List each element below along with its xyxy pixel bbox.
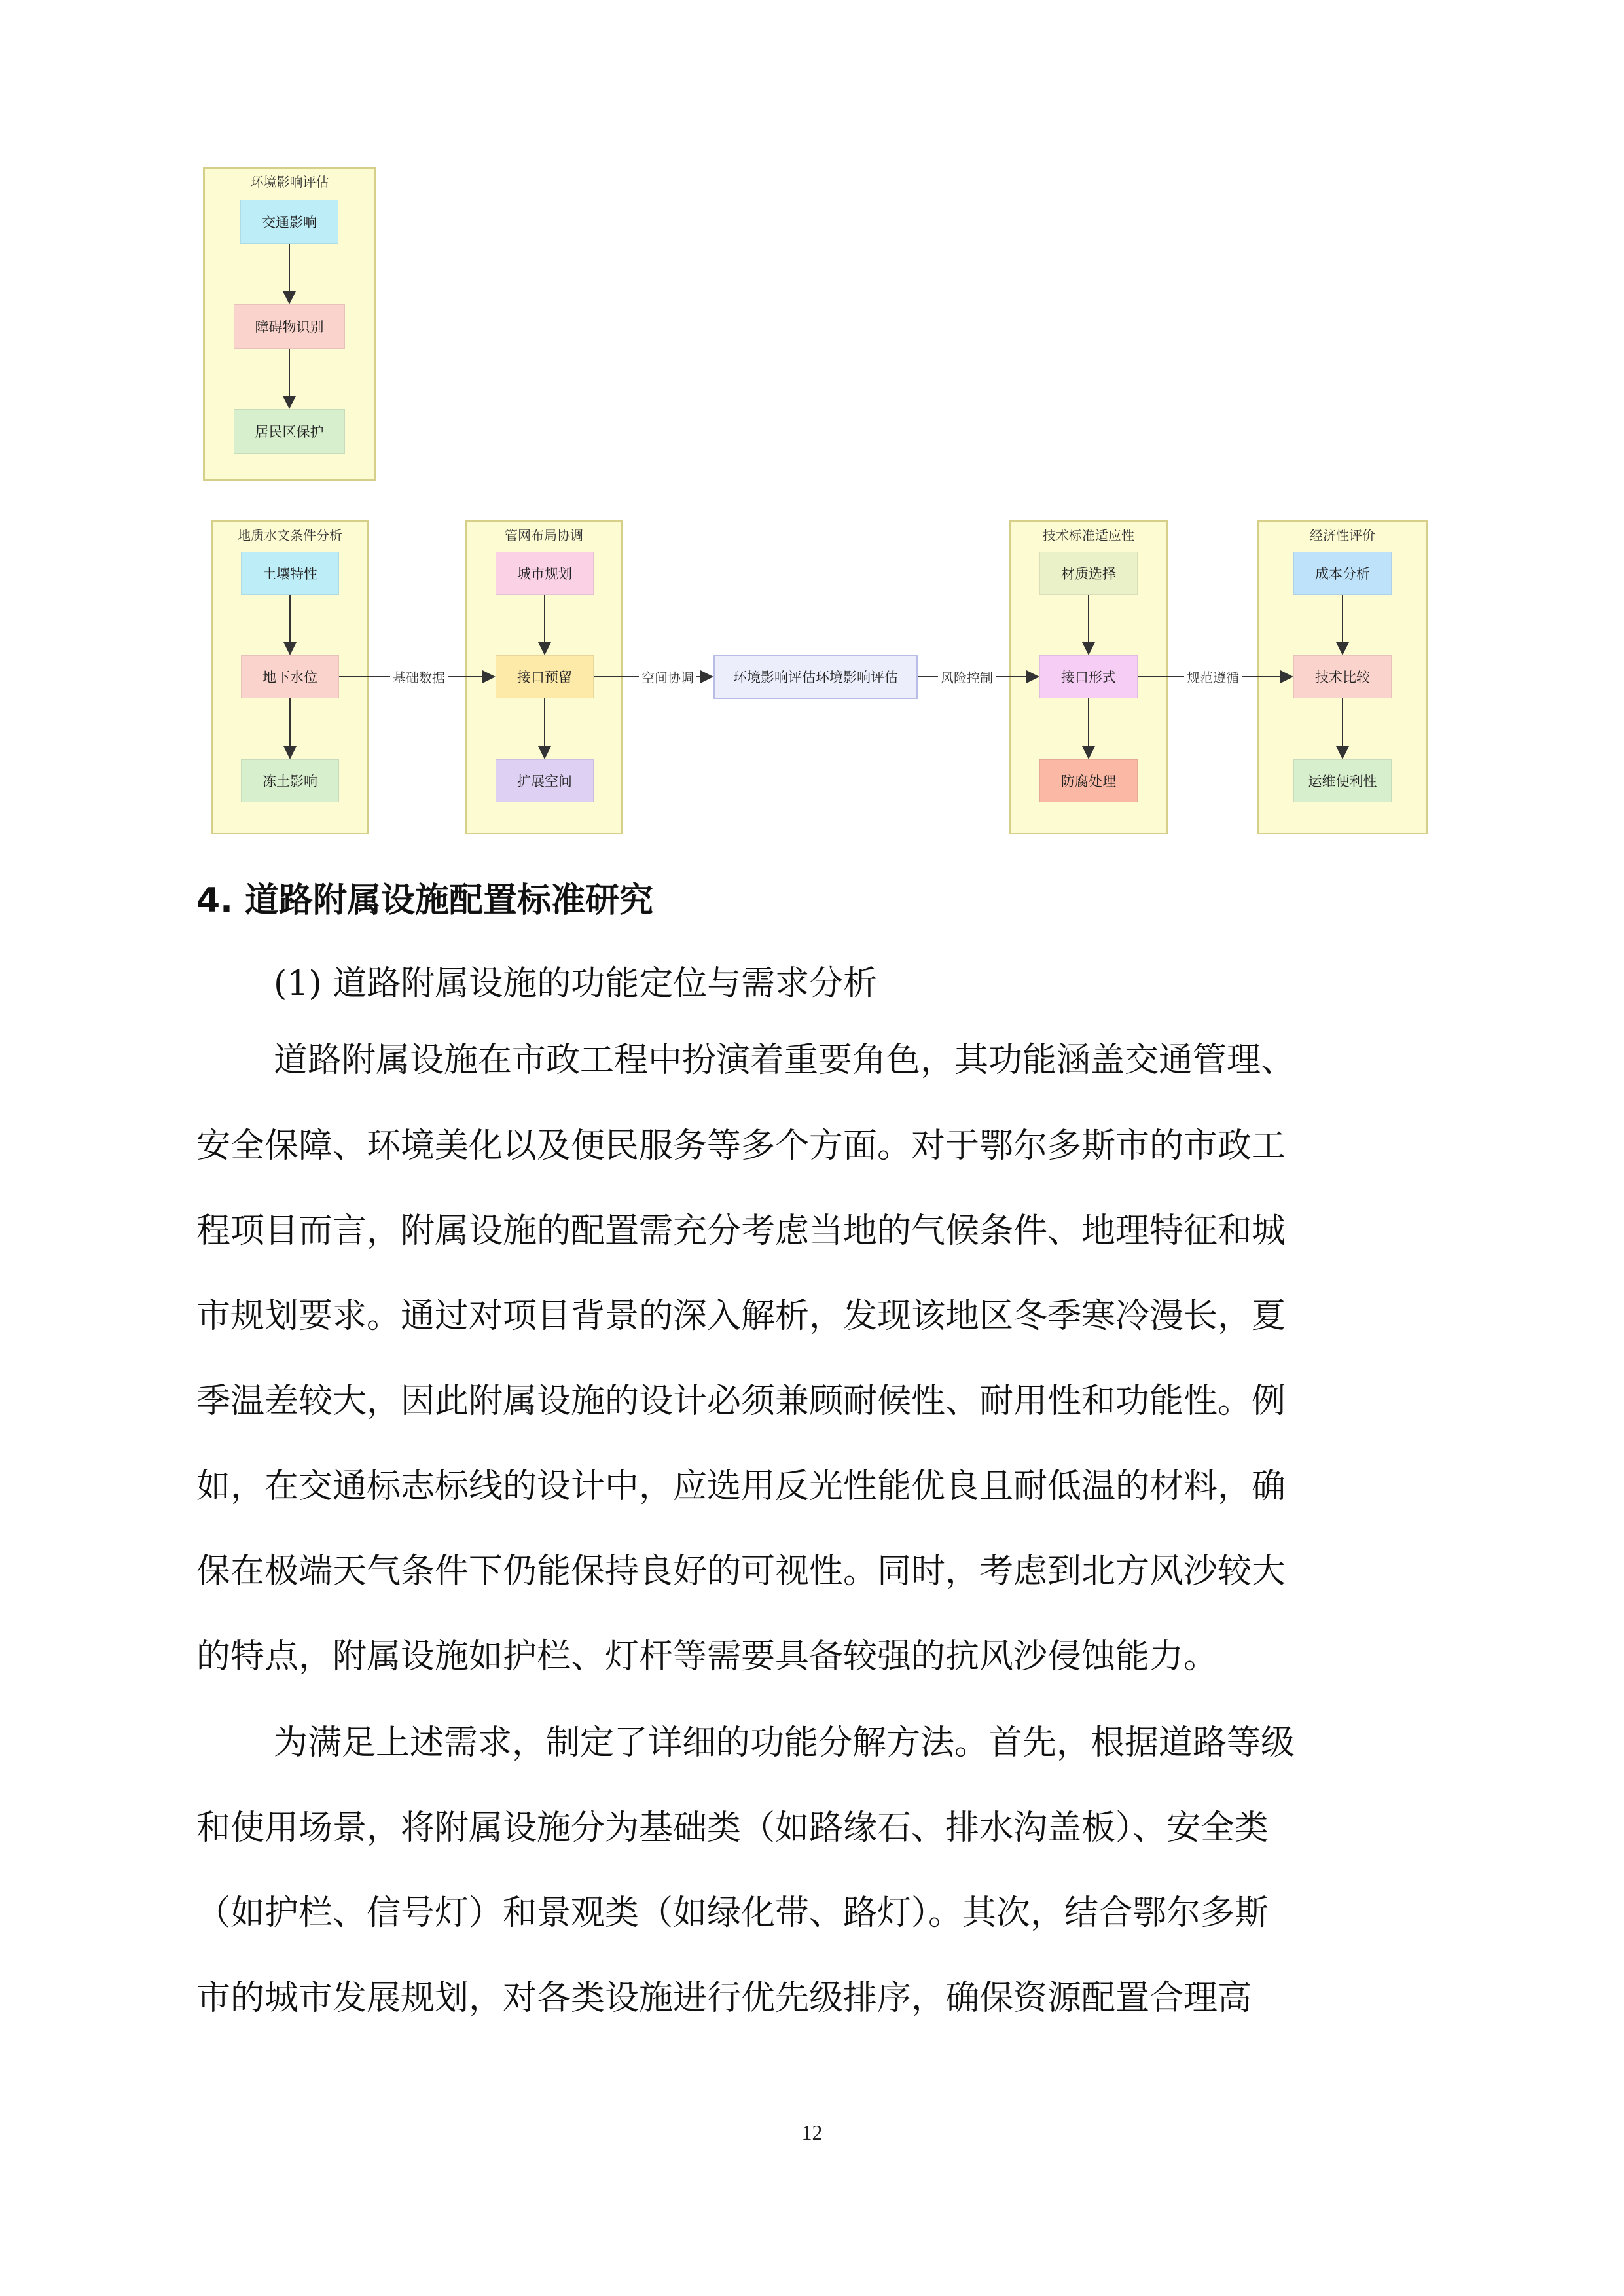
paragraph-line: 和使用场景，将附属设施分为基础类（如路缘石、排水沟盖板）、安全类 <box>196 1808 1269 1848</box>
edge-label-norm-compliance: 规范遵循 <box>1184 668 1242 687</box>
diagram-edges <box>0 0 1624 851</box>
node-interface-form: 接口形式 <box>1039 655 1138 698</box>
node-frozen-soil: 冻土影响 <box>241 759 339 802</box>
node-env-impact-assessment: 环境影响评估环境影响评估 <box>713 655 918 699</box>
group-title: 技术标准适应性 <box>1043 528 1134 543</box>
node-traffic-impact: 交通影响 <box>240 200 338 244</box>
node-interface-reserve: 接口预留 <box>496 655 594 698</box>
node-soil-properties: 土壤特性 <box>241 552 339 595</box>
edge-label-space-coordination: 空间协调 <box>639 668 696 687</box>
node-cost-analysis: 成本分析 <box>1293 552 1392 595</box>
paragraph-line: 为满足上述需求，制定了详细的功能分解方法。首先，根据道路等级 <box>274 1723 1295 1763</box>
node-material-selection: 材质选择 <box>1039 552 1138 595</box>
group-title: 环境影响评估 <box>250 174 329 190</box>
node-anticorrosion: 防腐处理 <box>1039 759 1138 802</box>
node-groundwater-level: 地下水位 <box>241 655 339 698</box>
paragraph-line: 保在极端天气条件下仍能保持良好的可视性。同时，考虑到北方风沙较大 <box>196 1552 1286 1591</box>
group-title: 管网布局协调 <box>505 528 583 543</box>
paragraph-line: 市的城市发展规划，对各类设施进行优先级排序，确保资源配置合理高 <box>196 1979 1252 2018</box>
edge-label-risk-control: 风险控制 <box>938 668 996 687</box>
node-maintenance-convenience: 运维便利性 <box>1293 759 1392 802</box>
paragraph-line: 的特点，附属设施如护栏、灯杆等需要具备较强的抗风沙侵蚀能力。 <box>196 1637 1218 1676</box>
paragraph-line: 季温差较大，因此附属设施的设计必须兼顾耐候性、耐用性和功能性。例 <box>196 1382 1286 1421</box>
node-expansion-space: 扩展空间 <box>496 759 594 802</box>
paragraph-line: （如护栏、信号灯）和景观类（如绿化带、路灯）。其次，结合鄂尔多斯 <box>196 1893 1269 1933</box>
paragraph-line: 安全保障、环境美化以及便民服务等多个方面。对于鄂尔多斯市的市政工 <box>196 1126 1286 1166</box>
node-urban-planning: 城市规划 <box>496 552 594 595</box>
node-obstacle-identification: 障碍物识别 <box>234 304 345 349</box>
page-number: 12 <box>801 2121 823 2144</box>
section-heading: 4. 道路附属设施配置标准研究 <box>196 881 654 920</box>
section-subheading: (1) 道路附属设施的功能定位与需求分析 <box>274 964 878 1003</box>
paragraph-line: 市规划要求。通过对项目背景的深入解析，发现该地区冬季寒冷漫长，夏 <box>196 1297 1286 1336</box>
group-title: 地质水文条件分析 <box>238 528 342 543</box>
paragraph-line: 程项目而言，附属设施的配置需充分考虑当地的气候条件、地理特征和城 <box>196 1211 1286 1251</box>
edge-label-base-data: 基础数据 <box>390 668 448 687</box>
group-title: 经济性评价 <box>1310 528 1375 543</box>
paragraph-line: 如，在交通标志标线的设计中，应选用反光性能优良且耐低温的材料，确 <box>196 1467 1286 1506</box>
node-residential-protection: 居民区保护 <box>234 409 345 454</box>
paragraph-line: 道路附属设施在市政工程中扮演着重要角色，其功能涵盖交通管理、 <box>274 1041 1295 1080</box>
node-tech-comparison: 技术比较 <box>1293 655 1392 698</box>
